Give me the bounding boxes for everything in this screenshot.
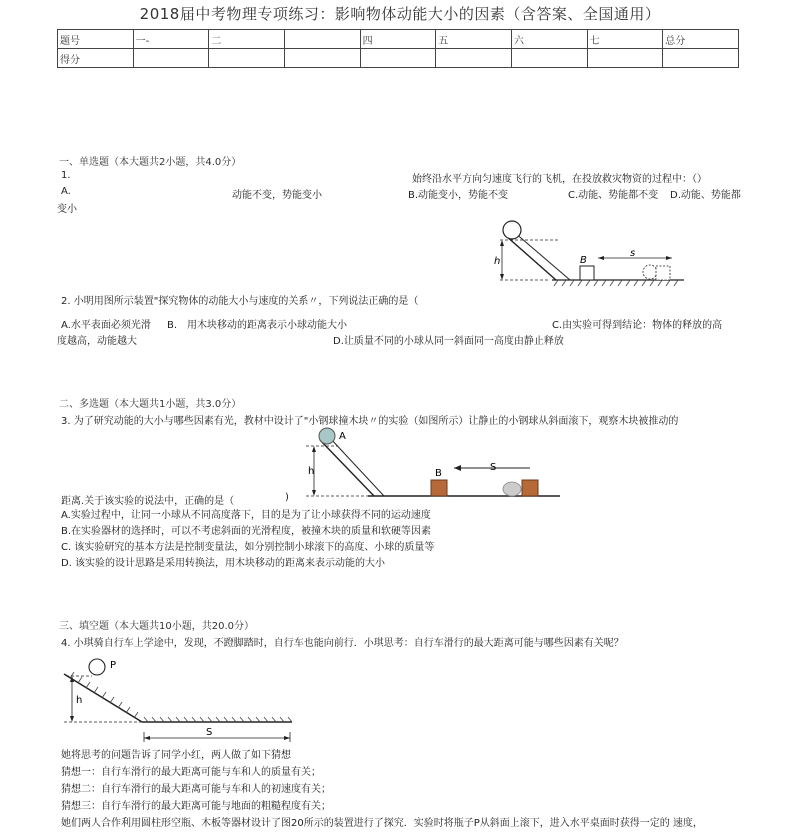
q2-option-b: B. 用木块移动的距离表示小球动能大小 <box>167 320 348 331</box>
score-blank[interactable] <box>511 49 587 68</box>
score-blank[interactable] <box>284 49 360 68</box>
score-blank[interactable] <box>360 49 436 68</box>
document-title: 2018届中考物理专项练习：影响物体动能大小的因素（含答案、全国通用） <box>139 5 661 23</box>
q1-option-d-cont: 变小 <box>57 204 77 215</box>
q4-line-1: 她将思考的问题告诉了同学小红，两人做了如下猜想 <box>61 750 291 761</box>
ball-icon <box>503 221 521 239</box>
score-table-header-row <box>58 30 739 49</box>
q4-line-5: 她们两人合作利用圆柱形空瓶、木板等器材设计了图20所示的装置进行了探究．实验时将瓶子P从斜面上滚下，进入水平桌面时获得一定的 速度， <box>61 818 703 829</box>
fig3-label-a: A <box>339 431 346 442</box>
q2-stem: 2. 小明用图所示装置"探究物体的动能大小与速度的关系〃，下列说法正确的是（ <box>61 296 419 307</box>
q1-option-a-label: A. <box>61 186 71 197</box>
q4-line-4: 猜想三：自行车滑行的最大距离可能与地面的粗糙程度有关； <box>61 801 331 812</box>
block-icon <box>580 266 594 280</box>
fig1-label-b: B <box>580 255 587 266</box>
score-cell: 七 <box>587 30 663 49</box>
q2-option-c-cont: 度越高，动能越大 <box>57 336 137 347</box>
steel-ball-icon <box>319 428 335 444</box>
section1-heading: 一、单选题（本大题共2小题，共4.0分） <box>59 157 242 168</box>
q3-option-b: B.在实验器材的选择时，可以不考虑斜面的光滑程度，被撞木块的质量和软硬等因素 <box>61 526 432 537</box>
q2-figure-incline <box>490 218 690 290</box>
q2-option-a: A.水平表面必须光滑 <box>61 320 151 331</box>
score-cell <box>284 30 360 49</box>
bottle-icon <box>89 659 105 675</box>
q3-stem-cont: 距离.关于该实验的说法中，正确的是（ <box>61 496 235 507</box>
q1-option-d: D.动能、势能都 <box>670 190 741 201</box>
q2-option-d: D.让质量不同的小球从同一斜面同一高度由静止释放 <box>333 336 564 347</box>
score-cell: 六 <box>511 30 587 49</box>
score-blank[interactable] <box>587 49 663 68</box>
fig1-label-h: h <box>494 256 501 267</box>
q3-stem: 3. 为了研究动能的大小与哪些因素有光，教材中设计了"小钢球撞木块〃的实验（如图所示）让静止的小钢球从斜面滚下，观察木块被推动的 <box>61 416 679 427</box>
q4-line-3: 猜想二：自行车滑行的最大距离可能与车和人的初速度有关； <box>61 784 331 795</box>
score-blank[interactable] <box>133 49 209 68</box>
fig3-label-s: S <box>490 462 497 473</box>
q1-option-b: B.动能变小，势能不变 <box>408 190 509 201</box>
q3-figure-ball-hits-block <box>298 426 562 502</box>
score-blank[interactable] <box>436 49 512 68</box>
q1-option-c: C.动能、势能都不变 <box>568 190 659 201</box>
fig3-label-h: h <box>308 466 315 477</box>
q2-option-c: C.由实验可得到结论：物体的释放的高 <box>552 320 723 331</box>
score-blank[interactable] <box>209 49 285 68</box>
section2-heading: 二、多选题（本大题共1小题，共3.0分） <box>59 399 242 410</box>
fig3-label-b: B <box>435 468 442 479</box>
fig1-label-s: s <box>630 248 636 259</box>
fig4-label-p: P <box>110 660 117 671</box>
q3-option-c: C. 该实验研究的基本方法是控制变量法，如分别控制小球滚下的高度、小球的质量等 <box>61 542 435 553</box>
q3-paren-close: ) <box>285 492 289 503</box>
q1-stem: 始终沿水平方向匀速度飞行的飞机，在投放救灾物资的过程中：（） <box>412 174 707 185</box>
score-cell: 一- <box>133 30 209 49</box>
score-cell: 二 <box>209 30 285 49</box>
q1-number: 1. <box>61 170 71 181</box>
q4-figure-bottle-incline <box>60 656 300 742</box>
q4-line-2: 猜想一：自行车滑行的最大距离可能与车和人的质量有关； <box>61 767 321 778</box>
fig4-label-h: h <box>76 695 83 706</box>
score-blank[interactable] <box>663 49 739 68</box>
score-cell: 四 <box>360 30 436 49</box>
score-row-label: 得分 <box>58 49 134 68</box>
score-cell-label: 题号 <box>58 30 134 49</box>
section3-heading: 三、填空题（本大题共10小题，共20.0分） <box>59 621 254 632</box>
fig4-label-s: S <box>206 727 213 738</box>
q3-option-d: D. 该实验的设计思路是采用转换法，用木块移动的距离来表示动能的大小 <box>61 558 386 569</box>
wood-block-icon <box>431 480 447 496</box>
q3-option-a: A.实验过程中，让同一小球从不同高度落下，目的是为了让小球获得不同的运动速度 <box>61 510 431 521</box>
score-cell: 五 <box>436 30 512 49</box>
score-table-score-row <box>58 49 739 68</box>
q4-stem: 4. 小琪骑自行车上学途中，发现，不蹬脚踏时，自行车也能向前行．小琪思考：自行车滑行的最大距离可能与哪些因素有关呢？ <box>61 638 624 649</box>
score-cell-total: 总分 <box>663 30 739 49</box>
q1-option-a-text: 动能不变，势能变小 <box>232 190 322 201</box>
score-table <box>57 29 739 68</box>
